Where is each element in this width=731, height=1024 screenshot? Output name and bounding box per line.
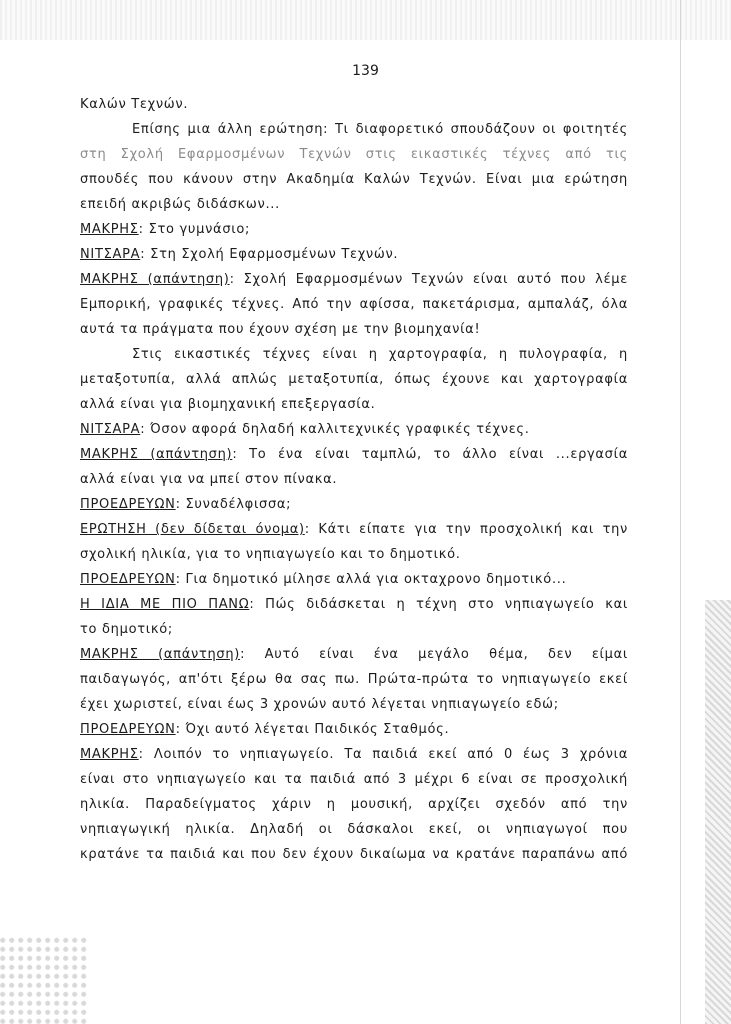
- text-line: [80, 792, 628, 817]
- text-line: [80, 192, 628, 217]
- text-line: [80, 492, 628, 517]
- line-text: παιδαγωγός, απ'ότι ξέρω θα σας πω. Πρώτα-πρώτα το νηπιαγωγείο εκεί: [80, 672, 628, 687]
- text-line: [80, 392, 628, 417]
- page-number: 139: [352, 63, 379, 79]
- line-text: κρατάνε τα παιδιά και που δεν έχουν δικαίωμα να κρατάνε παραπάνω από: [80, 847, 628, 862]
- scan-noise-top: [0, 0, 731, 40]
- text-line: [80, 517, 628, 542]
- text-line: [80, 667, 628, 692]
- text-line: [80, 767, 628, 792]
- line-text: αλλά είναι για να μπεί στον πίνακα.: [80, 472, 338, 487]
- line-text: στη Σχολή Εφαρμοσμένων Τεχνών στις εικαστικές τέχνες από τις: [80, 147, 628, 162]
- line-text: σπουδές που κάνουν στην Ακαδημία Καλών Τεχνών. Είναι μια ερώτηση: [80, 172, 628, 187]
- text-line: [80, 317, 628, 342]
- line-text: : Στη Σχολή Εφαρμοσμένων Τεχνών.: [140, 247, 399, 262]
- speaker-label: ΠΡΟΕΔΡΕΥΩΝ: [80, 722, 176, 737]
- scan-noise-corner: [0, 934, 90, 1024]
- speaker-label: ΠΡΟΕΔΡΕΥΩΝ: [80, 572, 176, 587]
- text-line: [80, 292, 628, 317]
- text-line: [80, 342, 628, 367]
- text-line: [80, 717, 628, 742]
- text-line: [80, 642, 628, 667]
- speaker-label: ΠΡΟΕΔΡΕΥΩΝ: [80, 497, 176, 512]
- line-text: σχολική ηλικία, για το νηπιαγωγείο και το δημοτικό.: [80, 547, 461, 562]
- text-line: [80, 267, 628, 292]
- speaker-label: ΝΙΤΣΑΡΑ: [80, 247, 141, 262]
- text-line: [80, 167, 628, 192]
- speaker-label: ΜΑΚΡΗΣ (απάντηση): [80, 647, 241, 662]
- text-line: [80, 117, 628, 142]
- line-text: : Συναδέλφισσα;: [175, 497, 292, 512]
- speaker-label: ΜΑΚΡΗΣ (απάντηση): [80, 272, 230, 287]
- line-text: : Σχολή Εφαρμοσμένων Τεχνών είναι αυτό που λέμε: [229, 272, 628, 287]
- text-line: [80, 92, 628, 117]
- speaker-label: ΕΡΩΤΗΣΗ (δεν δίδεται όνομα): [80, 522, 305, 537]
- scan-edge-line: [680, 0, 681, 1024]
- text-line: [80, 842, 628, 867]
- line-text: : Λοιπόν το νηπιαγωγείο. Τα παιδιά εκεί από 0 έως 3 χρόνια: [138, 747, 628, 762]
- line-text: επειδή ακριβώς διδάσκων...: [80, 197, 280, 212]
- text-line: [80, 467, 628, 492]
- line-text: ηλικία. Παραδείγματος χάριν η μουσική, αρχίζει σχεδόν από την: [80, 797, 628, 812]
- line-text: είναι στο νηπιαγωγείο και τα παιδιά από 3 μέχρι 6 είναι σε προσχολική: [80, 772, 628, 787]
- line-text: Επίσης μια άλλη ερώτηση: Τι διαφορετικό σπουδάζουν οι φοιτητές: [132, 122, 628, 137]
- line-text: : Για δημοτικό μίλησε αλλά για οκταχρονο δημοτικό...: [175, 572, 567, 587]
- speaker-label: ΜΑΚΡΗΣ (απάντηση): [80, 447, 233, 462]
- line-text: μεταξοτυπία, αλλά απλώς μεταξοτυπία, όπως έχουνε και χαρτογραφία: [80, 372, 628, 387]
- line-text: Καλών Τεχνών.: [80, 97, 189, 112]
- line-text: Στις εικαστικές τέχνες είναι η χαρτογραφία, η πυλογραφία, η: [132, 347, 628, 362]
- line-text: : Το ένα είναι ταμπλώ, το άλλο είναι ...εργασία: [232, 447, 628, 462]
- text-line: [80, 742, 628, 767]
- line-text: : Αυτό είναι ένα μεγάλο θέμα, δεν είμαι: [240, 647, 628, 662]
- line-text: αλλά είναι για βιομηχανική επεξεργασία.: [80, 397, 376, 412]
- line-text: : Όχι αυτό λέγεται Παιδικός Σταθμός.: [175, 722, 450, 737]
- text-line: [80, 692, 628, 717]
- line-text: αυτά τα πράγματα που έχουν σχέση με την βιομηχανία!: [80, 322, 481, 337]
- text-line: [80, 217, 628, 242]
- line-text: Εμπορική, γραφικές τέχνες. Από την αφίσσα, πακετάρισμα, αμπαλάζ, όλα: [80, 297, 628, 312]
- speaker-label: ΜΑΚΡΗΣ: [80, 222, 139, 237]
- line-text: έχει χωριστεί, είναι έως 3 χρονών αυτό λέγεται νηπιαγωγείο εδώ;: [80, 697, 559, 712]
- text-line: [80, 442, 628, 467]
- line-text: νηπιαγωγική ηλικία. Δηλαδή οι δάσκαλοι εκεί, οι νηπιαγωγοί που: [80, 822, 628, 837]
- text-line: [80, 367, 628, 392]
- text-line: [80, 142, 628, 167]
- line-text: : Κάτι είπατε για την προσχολική και την: [304, 522, 628, 537]
- text-line: [80, 542, 628, 567]
- text-line: [80, 567, 628, 592]
- text-line: [80, 417, 628, 442]
- transcript-body: [80, 92, 628, 867]
- text-line: [80, 242, 628, 267]
- speaker-label: ΝΙΤΣΑΡΑ: [80, 422, 141, 437]
- speaker-label: ΜΑΚΡΗΣ: [80, 747, 139, 762]
- speaker-label: Η ΙΔΙΑ ΜΕ ΠΙΟ ΠΑΝΩ: [80, 597, 250, 612]
- line-text: το δημοτικό;: [80, 622, 173, 637]
- text-line: [80, 617, 628, 642]
- scan-noise-right: [705, 600, 731, 1024]
- line-text: : Στο γυμνάσιο;: [138, 222, 251, 237]
- text-line: [80, 817, 628, 842]
- line-text: : Όσον αφορά δηλαδή καλλιτεχνικές γραφικές τέχνες.: [140, 422, 530, 437]
- line-text: : Πώς διδάσκεται η τέχνη στο νηπιαγωγείο και: [249, 597, 628, 612]
- text-line: [80, 592, 628, 617]
